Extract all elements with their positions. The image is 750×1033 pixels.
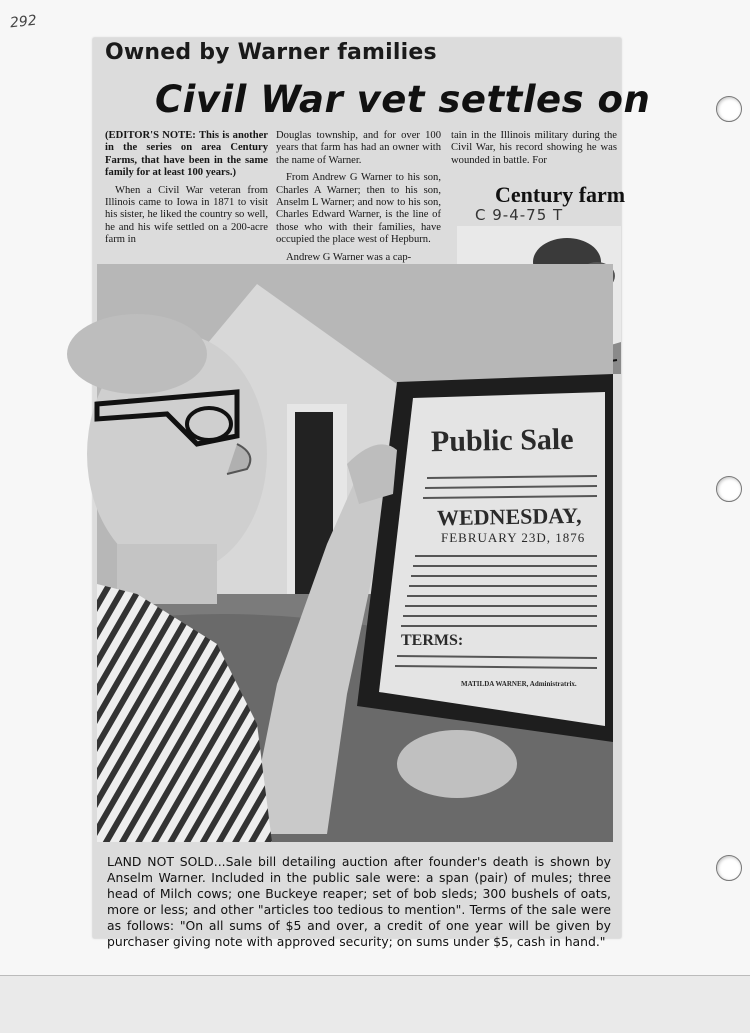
sale-bill-title: Public Sale [430,422,574,459]
century-farm-label: Century farm [495,182,626,207]
photo-caption: LAND NOT SOLD...Sale bill detailing auction after founder's death is shown by Anselm Warner. Included in the public sale were: a span (pair) of mules; three head of Milch cows; one Buckeye reaper; set of bob sleds; 300 bushels of oats, more or less; and other "articles too tedious to mention". Terms of the sale were as follows: "On all sums of $5 and over, a credit of one year will be given by purchaser giving note with approved security; on sums under $5, cash in hand." [107,854,611,949]
sale-bill-terms: TERMS: [401,632,464,649]
main-headline: Civil War vet settles on [155,78,651,121]
article-paragraph: Andrew G Warner was a cap- [286,251,412,263]
kicker-headline: Owned by Warner families [105,40,437,65]
page-number: 292 [9,12,38,32]
article-column-1 [105,130,268,252]
article-column-2 [276,130,441,269]
article-paragraph: When a Civil War veteran from Illinois came to Iowa in 1871 to visit his sister, he liked the country so well, he and his wife settled on a 200-acre farm in [105,184,268,246]
sale-bill-signature: MATILDA WARNER, Administratrix. [461,680,577,688]
binder-hole [716,96,742,122]
sale-bill-date: FEBRUARY 23D, 1876 [441,530,586,545]
article-paragraph: tain in the Illinois military during the Civil War, his record showing he was wounded in battle. For [451,130,617,166]
sale-bill-day: WEDNESDAY, [436,502,582,531]
newspaper-clipping [93,38,651,949]
page-background [0,976,750,1033]
article-column-3 [451,130,617,172]
handwritten-note: C 9-4-75 T [475,206,564,224]
binder-hole [716,476,742,502]
editors-note: (EDITOR'S NOTE: This is another in the series on area Century Farms, that have been in the same family for at least 100 years.) [105,130,268,179]
binder-hole [716,855,742,881]
article-paragraph: From Andrew G Warner to his son, Charles A Warner; then to his son, Anselm L Warner; and now to his son, Charles Edward Warner, is the line of those who with their families, have occupied the place west of Hepburn. [276,172,441,246]
article-paragraph: Douglas township, and for over 100 years that farm has had an owner with the name of Warner. [276,130,441,166]
photo-man-holding-sale-bill [97,264,613,842]
photo-scene-icon [97,264,613,842]
